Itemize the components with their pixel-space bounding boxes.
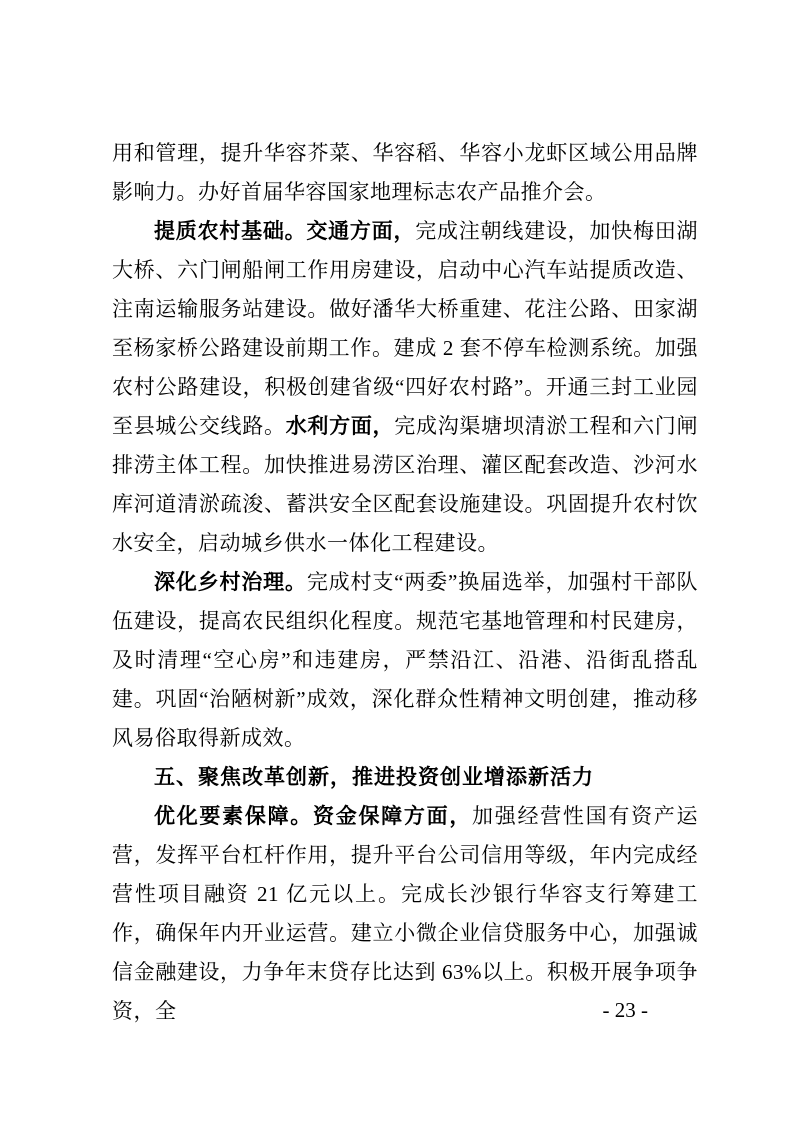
- text-run: 完成村支“两委”换届选举，加强村干部队伍建设，提高农民组织化程度。规范宅基地管理和村民建房，及时清理“空心房”和违建房，严禁沿江、沿港、沿街乱搭乱建。巩固“治陋树新”成效，深化群众性精神文明创建，推动移风易俗取得新成效。: [112, 570, 699, 750]
- text-run: 完成注朝线建设，加快梅田湖大桥、六门闸船闸工作用房建设，启动中心汽车站提质改造、注南运输服务站建设。做好潘华大桥重建、花注公路、田家湖至杨家桥公路建设前期工作。建成 2 套不停车检测系统。加强农村公路建设，积极创建省级“四好农村路”。开通三封工业园至县城公交线路。: [112, 219, 698, 438]
- text-run-lead-funding: 优化要素保障。资金保障方面，: [154, 804, 473, 828]
- text-run-lead-transport: 提质农村基础。交通方面，: [154, 219, 416, 243]
- para-rural-infrastructure: [112, 212, 698, 563]
- text-run: 完成沟渠塘坝清淤工程和六门闸排涝主体工程。加快推进易涝区治理、灌区配套改造、沙河水库河道清淤疏浚、蓄洪安全区配套设施建设。巩固提升农村饮水安全，启动城乡供水一体化工程建设。: [112, 414, 699, 555]
- heading-section-five: [112, 758, 698, 797]
- document-content: [112, 134, 698, 1031]
- para-brand-continuation: [112, 134, 698, 212]
- text-run: 加强经营性国有资产运营，发挥平台杠杆作用，提升平台公司信用等级，年内完成经营性项目融资 21 亿元以上。完成长沙银行华容支行筹建工作，确保年内开业运营。建立小微企业信贷服务中心，加强诚信金融建设，力争年末贷存比达到 63%以上。积极开展争项争资，全: [112, 804, 699, 1023]
- page-number: - 23 -: [602, 998, 648, 1022]
- text-run: 用和管理，提升华容芥菜、华容稻、华容小龙虾区域公用品牌影响力。办好首届华容国家地理标志农产品推介会。: [112, 141, 698, 204]
- text-run-lead-water: 水利方面，: [285, 414, 395, 438]
- para-factor-guarantee: [112, 797, 698, 1031]
- para-rural-governance: [112, 563, 698, 758]
- text-run-lead-governance: 深化乡村治理。: [154, 570, 307, 594]
- heading-text: 五、聚焦改革创新，推进投资创业增添新活力: [154, 766, 594, 789]
